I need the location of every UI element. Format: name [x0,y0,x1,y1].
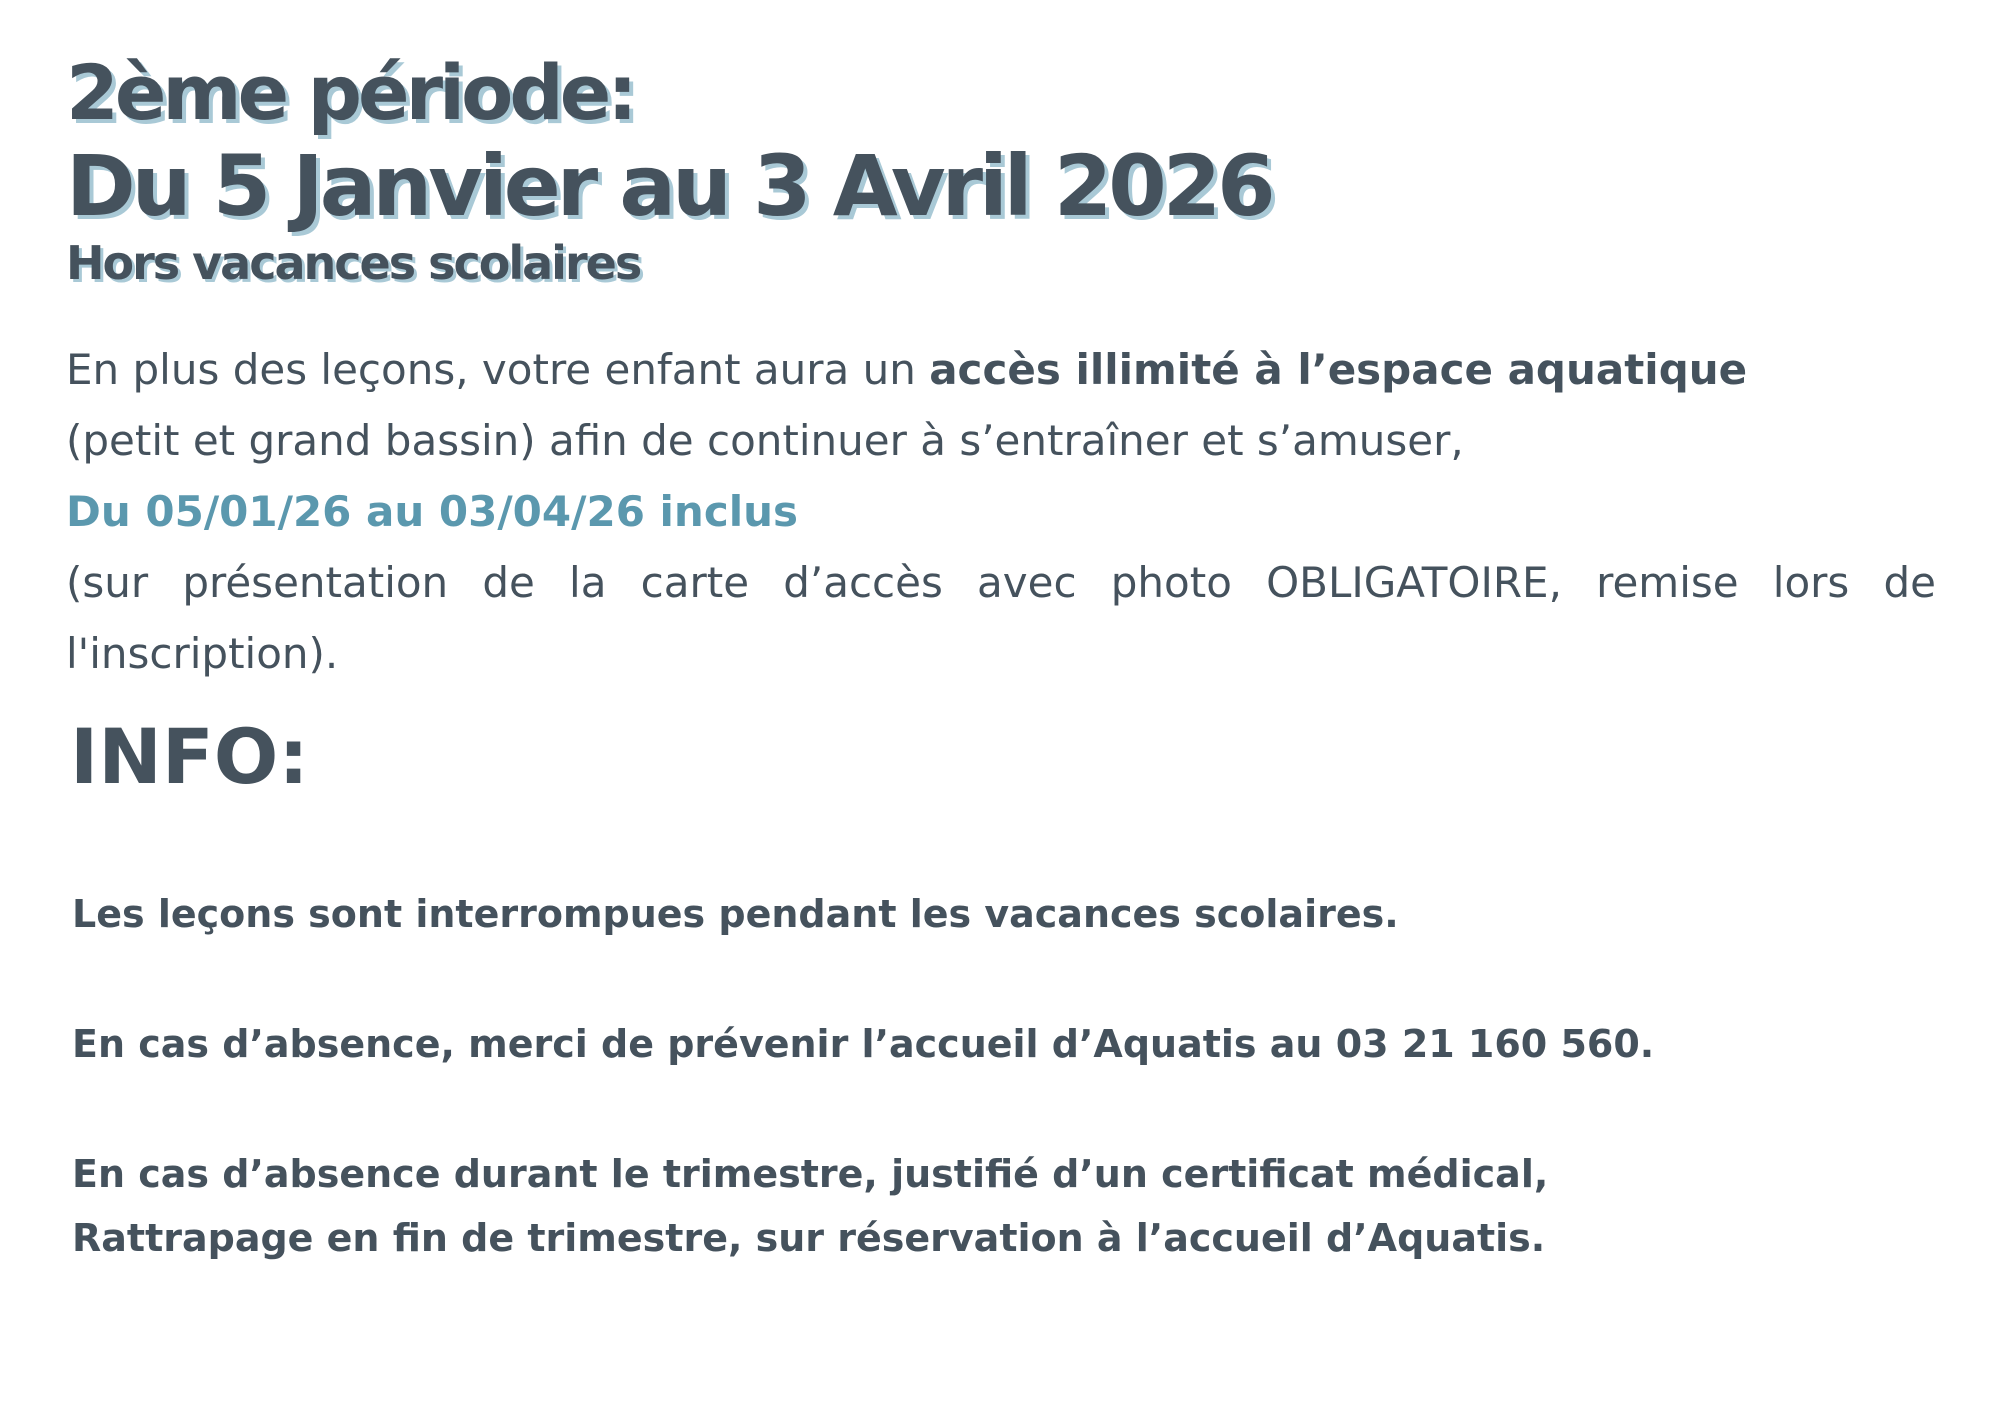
period-subtitle: Hors vacances scolaires [66,236,641,290]
period-dates-title: Du 5 Janvier au 3 Avril 2026 [66,137,1272,235]
access-date-range: Du 05/01/26 au 03/04/26 inclus [66,487,799,536]
period-title: 2ème période: [66,48,634,137]
info-item-makeup-lesson: Rattrapage en fin de trimestre, sur réservation à l’accueil d’Aquatis. [72,1216,1546,1260]
intro-line-1-text: En plus des leçons, votre enfant aura un [66,345,930,394]
info-item-holidays: Les leçons sont interrompues pendant les vacances scolaires. [72,892,1399,936]
intro-line-5: l'inscription). [66,629,339,678]
info-heading: INFO: [70,712,309,801]
info-list [72,882,1932,1270]
unlimited-access-highlight: accès illimité à l’espace aquatique [929,345,1748,394]
intro-line-2: (petit et grand bassin) afin de continuer à s’entraîner et s’amuser, [66,416,1464,465]
info-item-medical-certificate: En cas d’absence durant le trimestre, justifié d’un certificat médical, [72,1152,1549,1196]
intro-paragraph [66,334,1936,689]
info-item-absence-contact: En cas d’absence, merci de prévenir l’accueil d’Aquatis au 03 21 160 560. [72,1022,1655,1066]
title-block [66,48,1946,292]
intro-line-4: (sur présentation de la carte d’accès avec photo OBLIGATOIRE, remise lors de [66,558,1936,607]
intro-line-1 [66,334,1936,405]
